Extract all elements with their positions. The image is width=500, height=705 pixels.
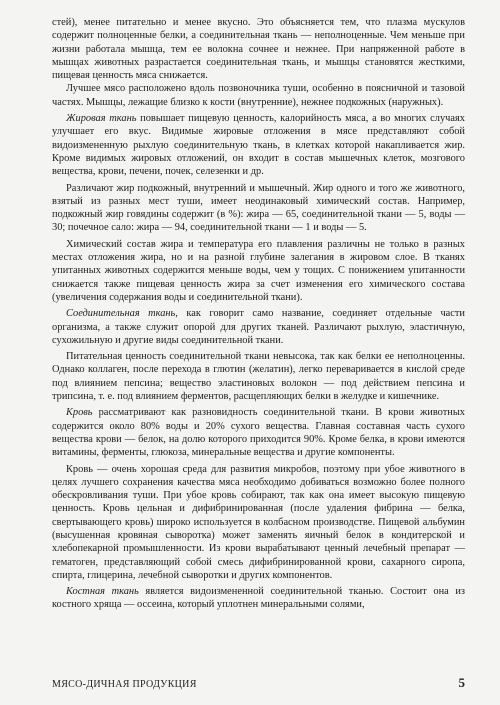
paragraph-10: Костная ткань является видоизмененной соединительной тканью. Состоит она из костного хряща — оссеина, который уплотнен минеральными солями, (52, 586, 466, 611)
paragraph-6: Соединительная ткань, как говорит само название, соединяет отдельные части организма, а также служит опорой для других тканей. Различают рыхлую, эластичную, сухожильную и другие виды соединительной ткани. (52, 308, 465, 346)
paragraph-9: Кровь — очень хорошая среда для развития микробов, поэтому при убое животного в целях лучшего сохранения качества мяса необходимо добиваться возможно более полного обескровливания туши. При убое кровь собирают, так как она имеет высокую пищевую ценность. Кровь цельная и дифибринированная (после удаления фибрина — белка, свертывающего кровь) широко используется в колбасном производстве. Пищевой альбумин (высушенная кровяная сыворотка) может заменять яичный белок в кондитерской и хлебопекарной промышленности. Из крови вырабатывают ценный лечебный препарат — гематоген, представляющий собой смесь дифибринированной крови, сахарного сиропа, спирта, глицерина, лечебной сыворотки и других компонентов. (52, 463, 465, 581)
paragraph-4: Различают жир подкожный, внутренний и мышечный. Жир одного и того же животного, взятый из разных мест туши, имеет неодинаковый химический состав. Например, подкожный жир говядины содержит (в %): жира — 65, соединительной ткани — 5, воды — 30; почечное сало: жира — 94, соединительной ткани — 1 и воды — 5. (52, 182, 465, 234)
term-fat-tissue: Жировая ткань (66, 113, 137, 125)
term-connective-tissue: Соединительная ткань (66, 308, 176, 320)
paragraph-2: Лучшее мясо расположено вдоль позвоночника туши, особенно в поясничной и тазовой частях. Мышцы, лежащие близко к кости (внутренние), нежнее подкожных (наружных). (52, 83, 465, 108)
paragraph-5: Химический состав жира и температура его плавления различны не только в разных местах отложения жира, но и на разной глубине залегания в жировом слое. В тканях упитанных животных содержится меньше воды, чем у тощих. С понижением упитанности снижается также пищевая ценность жира за счет изменения его химического состава (увеличения содержания воды и соединительной ткани). (52, 238, 465, 303)
term-bone-tissue: Костная ткань (66, 586, 139, 598)
page-number: 5 (458, 675, 465, 690)
term-blood: Кровь (66, 407, 93, 419)
paragraph-1: стей), менее питательно и менее вкусно. Это объясняется тем, что плазма мускулов содержит полноценные белки, а соединительная ткань — неполноценные. Чем меньше при жизни работала мышца, тем ее волокна сочнее и нежнее. При напряженной работе в мышцах животных разрастается соединительная ткань, и мышцы становятся жесткими, пищевая ценность мяса снижается. (52, 17, 465, 82)
body-text (52, 16, 465, 612)
paragraph-7: Питательная ценность соединительной ткани невысока, так как белки ее неполноценны. Однако коллаген, после перехода в глютин (желатин), легко переваривается в кислой среде под влиянием пепсина; вещество эластиновых волокон — под действием пепсина и трипсина, т. е. под влиянием ферментов, расщепляющих белки в желудке и кишечнике. (52, 351, 465, 403)
paragraph-8: Кровь рассматривают как разновидность соединительной ткани. В крови животных содержится около 80% воды и 20% сухого вещества. Главная составная часть сухого вещества крови — белок, на долю которого приходится 90%. Кроме белка, в крови имеются витамины, ферменты, глюкоза, минеральные вещества и другие компоненты. (52, 407, 465, 459)
page-footer (52, 675, 465, 691)
paragraph-3: Жировая ткань повышает пищевую ценность, калорийность мяса, а во многих случаях улучшает его вкус. Видимые жировые отложения в мясе представляют собой видоизмененную рыхлую соединительную ткань, в клетках которой накапливается жир. Кроме видимых жировых отложений, он входит в состав мышечных клеток, мозгового вещества, крови, печени, почек, селезенки и др. (52, 113, 465, 178)
running-footer-title: МЯСО-ДИЧНАЯ ПРОДУКЦИЯ (52, 679, 197, 690)
